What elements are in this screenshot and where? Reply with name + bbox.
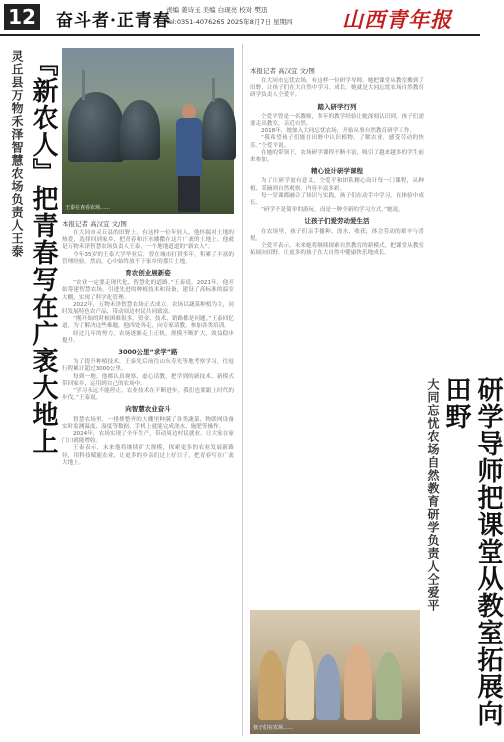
column-divider bbox=[242, 44, 243, 736]
paragraph: 在大同市灵丘县的田野上，有这样一位年轻人，他怀揣对土地的热爱，选择回到家乡，把青春和汗水播撒在这片广袤的土地上。他就是万物禾泽智慧农场负责人王泰，一个地地道道的“新农人”。 bbox=[62, 230, 234, 251]
paragraph: 2022年，万物禾泽智慧农场正式成立。农场以蔬菜种植为主，同时发展特色农产品，带动周边村民共同致富。 bbox=[62, 301, 234, 316]
paragraph: 王泰表示，未来他将继续扩大规模，探索更多的农业发展新路径，用科技赋能农业，让更多的乡亲们过上好日子，把青春写在广袤大地上。 bbox=[62, 445, 234, 466]
paragraph: 在大同市忘忧农场，有这样一位研学导师，她把课堂从教室搬到了田野，让孩子们在大自然中学习、成长。她就是大同忘忧农场自然教育研学负责人仝爱平。 bbox=[250, 78, 424, 99]
header-rule bbox=[0, 34, 480, 36]
section-heading: 精心设计研学课程 bbox=[311, 167, 363, 176]
paragraph: 为了提升种植技术，王泰先后前往山东寿光等地考察学习，往返行程累计超过3000公里。 bbox=[62, 359, 234, 373]
left-photo-caption: 王泰在查看农场…… bbox=[65, 205, 111, 211]
paragraph: 智慧农场里，一排排整齐的大棚里种满了各类蔬菜，物联网设备实时监测温度、湿度等数据，手机上就能完成浇水、施肥等操作。 bbox=[62, 416, 234, 430]
right-article-byline: 本报记者 高汉宜 文/图 bbox=[250, 67, 315, 75]
section-title: 奋斗者·正青春 bbox=[56, 11, 171, 31]
paragraph: “刚开始的时候困难很多，资金、技术、销路都是问题。”王泰回忆道，为了解决这些难题，他四处奔走，向专家请教，参加各类培训。 bbox=[62, 316, 234, 330]
paragraph: 每一堂课都融合了知识与实践，孩子们在动手中学习，在体验中成长。 bbox=[250, 192, 424, 207]
paragraph: “我希望孩子们能在田野中认识植物、了解农业，感受劳动的快乐。”仝爱平说。 bbox=[250, 135, 424, 149]
publication-date: Tel:0351-4076265 2025年8月7日 星期四 bbox=[166, 18, 293, 26]
left-article-photo bbox=[62, 48, 234, 214]
paragraph: 经过几年的努力，农场逐渐走上正轨，规模不断扩大，效益稳步提升。 bbox=[62, 330, 234, 344]
right-article-subtitle: 大同忘忧农场自然教育研学负责人仝爱平 bbox=[426, 378, 440, 612]
left-article-subtitle: 灵丘县万物禾泽智慧农场负责人王泰 bbox=[10, 50, 24, 258]
paragraph: 在农场里，孩子们亲手播种、浇水、收获，体会劳动的艰辛与喜悦。 bbox=[250, 228, 424, 242]
section-heading: 育农创业展新姿 bbox=[125, 269, 171, 278]
left-article-body bbox=[62, 230, 234, 735]
section-heading: 向智慧农业奋斗 bbox=[125, 405, 171, 414]
paragraph: 仝爱平表示，未来她将继续探索自然教育的新模式，把课堂从教室拓展向田野，让更多的孩子在大自然中健康快乐地成长。 bbox=[250, 243, 424, 257]
paragraph: 为了让研学更有意义，仝爱平和团队精心设计每一门课程，从种植、采摘到自然观察，内容丰富多彩。 bbox=[250, 178, 424, 192]
right-article-headline: 研学导师把课堂从教室拓展向田野 bbox=[441, 376, 503, 727]
paragraph: “学习永远不能停止，农业技术在不断进步，我们也要跟上时代的步伐。”王泰说。 bbox=[62, 388, 234, 402]
farmer-figure bbox=[174, 104, 204, 212]
section-heading: 让孩子们爱劳动爱生活 bbox=[304, 217, 370, 226]
paragraph: 每到一地，他都认真观察、虚心请教，把学到的新技术、新模式带回家乡，运用到自己的农场中。 bbox=[62, 373, 234, 387]
paragraph: 在她的带领下，农场研学课程不断丰富，吸引了越来越多的学生前来参加。 bbox=[250, 149, 424, 164]
left-article-headline: 『新农人』把青春写在广袤大地上 bbox=[28, 50, 58, 455]
newspaper-logo: 山西青年报 bbox=[342, 7, 452, 32]
right-article-photo bbox=[250, 610, 420, 734]
page-header bbox=[0, 0, 480, 36]
paragraph: 仝爱平曾是一名教师，多年的教学经验让她深刻认识到，孩子们需要走出教室，亲近自然。 bbox=[250, 113, 424, 128]
section-heading: 3000公里“求学”路 bbox=[118, 348, 178, 357]
right-article-body bbox=[250, 78, 424, 658]
paragraph: 2018年，她加入大同忘忧农场，开始从事自然教育研学工作。 bbox=[261, 128, 416, 135]
right-photo-caption: 孩子们在农场…… bbox=[253, 725, 294, 731]
paragraph: “研学不是简单的游玩，而是一种全新的学习方式。”她说。 bbox=[261, 207, 404, 214]
paragraph: “农业一定要走现代化、智慧化的道路。”王泰说。2021年，他开始筹建智慧农场，引进先进的种植技术和设备，建设了高标准的温室大棚，实现了科学化管理。 bbox=[62, 280, 234, 301]
left-article-byline: 本报记者 高汉宜 文/图 bbox=[62, 220, 127, 228]
page-number: 12 bbox=[4, 4, 40, 30]
paragraph: 2024年，农场实现了全年生产，带动周边村民就业，让大家在家门口就能增收。 bbox=[62, 431, 234, 445]
section-heading: 踏入研学行列 bbox=[317, 102, 357, 111]
paragraph: 今年35岁的王泰大学毕业后，曾在城市打拼多年，积累了丰富的管理经验。然而，心中始终放不下家乡的那片土地。 bbox=[62, 251, 234, 265]
editor-credits: 责编 姜诗玉 美编 白现亮 校对 樊迅 bbox=[166, 6, 268, 14]
